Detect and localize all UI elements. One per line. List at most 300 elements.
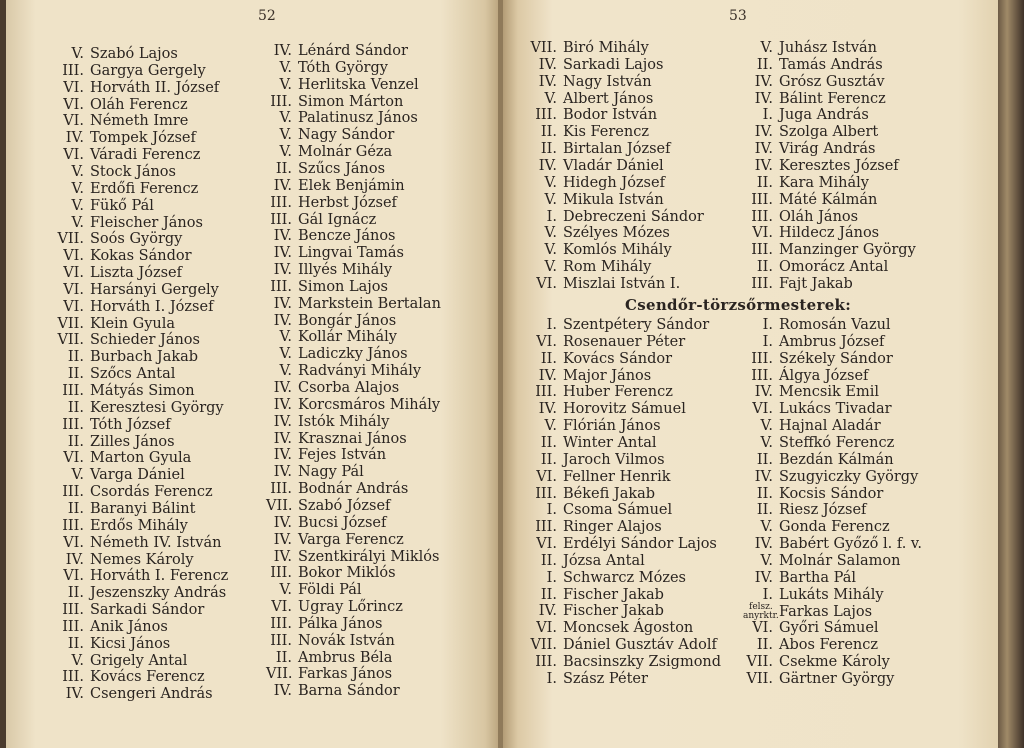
list-item [743, 637, 878, 653]
rank-note-top: felsz. [749, 602, 773, 613]
list-item [266, 363, 421, 379]
list-item [54, 602, 204, 618]
person-name: Winter Antal [563, 434, 657, 451]
rank-numeral: I. [546, 317, 557, 333]
person-name: Fejes István [298, 447, 387, 464]
rank-numeral: II. [540, 434, 557, 451]
list-item [266, 633, 395, 649]
rank-numeral: IV. [65, 551, 84, 568]
list-item [743, 486, 883, 502]
person-name: Németh IV. István [90, 534, 222, 551]
person-name: Csekme Károly [779, 654, 890, 670]
list-item [743, 259, 888, 275]
person-name: Steffkó Ferencz [779, 434, 895, 451]
list-item [54, 434, 175, 450]
rank-numeral: III. [751, 208, 773, 225]
list-item [505, 276, 680, 292]
list-item [54, 63, 206, 79]
person-name: Szélyes Mózes [563, 225, 670, 242]
list-item [505, 175, 665, 191]
rank-numeral: IV. [273, 295, 292, 312]
person-name: Mátyás Simon [90, 383, 195, 399]
person-name: Horváth I. József [90, 298, 214, 315]
person-name: Horváth I. Ferencz [90, 568, 229, 585]
rank-numeral: II. [756, 502, 773, 519]
rank-numeral: V. [71, 467, 84, 484]
person-name: Erdélyi Sándor Lajos [563, 536, 717, 553]
person-name: Bencze János [298, 228, 396, 245]
list-item [54, 518, 188, 534]
list-item [54, 349, 198, 365]
list-item [505, 452, 665, 468]
list-item [743, 40, 877, 56]
rank-numeral: II. [756, 485, 773, 502]
list-item [743, 502, 866, 518]
list-item [54, 332, 200, 348]
rank-numeral: IV. [273, 262, 292, 279]
rank-numeral: II. [67, 635, 84, 652]
list-item [54, 686, 213, 702]
person-name: Ambrus Béla [298, 649, 393, 666]
rank-numeral: VI. [63, 534, 84, 551]
person-name: Sarkadi Sándor [90, 602, 205, 619]
rank-numeral: VI. [63, 281, 84, 298]
list-item [266, 313, 396, 329]
list-item [743, 317, 891, 333]
list-item [505, 107, 657, 123]
list-item [54, 568, 228, 584]
person-name: Herbst József [298, 194, 397, 211]
list-item [54, 619, 168, 635]
person-name: Váradi Ferencz [90, 147, 201, 164]
rank-numeral: II. [756, 451, 773, 468]
rank-numeral: V. [760, 552, 773, 569]
person-name: Major János [563, 367, 652, 384]
rank-numeral: IV. [273, 413, 292, 430]
person-name: Kicsi János [90, 635, 171, 652]
person-name: Lukáts Mihály [779, 586, 884, 603]
person-name: Dániel Gusztáv Adolf [563, 637, 717, 654]
rank-numeral: IV. [754, 536, 773, 553]
list-item [505, 401, 686, 417]
rank-numeral: V. [544, 259, 557, 276]
rank-numeral: IV. [754, 569, 773, 586]
person-name: Németh Imre [90, 113, 189, 130]
person-name: Baranyi Bálint [90, 500, 196, 517]
person-name: Horváth II. József [90, 79, 220, 96]
rank-numeral: III. [270, 565, 292, 582]
rank-numeral [743, 602, 779, 622]
list-item [266, 195, 397, 211]
rank-numeral: VI. [752, 225, 773, 242]
list-item [505, 40, 649, 56]
rank-numeral: I. [762, 107, 773, 124]
rank-numeral: III. [62, 618, 84, 635]
rank-numeral: III. [62, 669, 84, 686]
person-name: Hildecz János [779, 225, 880, 242]
rank-numeral: VII. [530, 637, 557, 654]
rank-numeral: VI. [63, 96, 84, 113]
list-item [54, 366, 175, 382]
person-name: Farkas János [298, 666, 393, 683]
person-name: Huber Ferencz [563, 384, 673, 401]
list-item [54, 164, 176, 180]
rank-numeral: II. [275, 160, 292, 177]
rank-numeral: VI. [63, 147, 84, 164]
list-item [505, 192, 664, 208]
list-item [505, 384, 673, 400]
person-name: Marton Gyula [90, 450, 192, 467]
rank-numeral: VII. [266, 666, 293, 683]
person-name: Abos Ferencz [779, 637, 878, 654]
rank-numeral: V. [71, 163, 84, 180]
list-item [266, 329, 397, 345]
list-item [54, 585, 226, 601]
list-item [54, 417, 171, 433]
person-name: Szőcs Antal [90, 366, 176, 383]
person-name: Erdős Mihály [90, 517, 188, 534]
rank-numeral: IV. [538, 73, 557, 90]
list-item [505, 418, 661, 434]
person-name: Elek Benjámin [298, 177, 405, 194]
list-item [266, 144, 392, 160]
person-name: Jaroch Vilmos [563, 451, 665, 468]
list-item [505, 435, 657, 451]
person-name: Varga Dániel [90, 467, 185, 484]
person-name: Keresztes József [779, 157, 899, 174]
rank-numeral: II. [67, 349, 84, 366]
rank-numeral: III. [62, 484, 84, 501]
list-item [743, 384, 879, 400]
rank-numeral: V. [279, 76, 292, 93]
list-item [505, 502, 672, 518]
rank-numeral: V. [760, 434, 773, 451]
rank-numeral: III. [270, 615, 292, 632]
list-item [54, 181, 198, 197]
rank-numeral: II. [67, 399, 84, 416]
person-name: Kovács Sándor [563, 350, 673, 367]
rank-numeral: IV. [754, 468, 773, 485]
list-item [505, 242, 672, 258]
person-name: Lingvai Tamás [298, 245, 404, 262]
list-item [266, 43, 408, 59]
person-name: Barna Sándor [298, 683, 400, 700]
person-name: Markstein Bertalan [298, 295, 441, 312]
person-name: Szolga Albert [779, 124, 879, 141]
rank-note [743, 603, 779, 621]
person-name: Földi Pál [298, 582, 362, 599]
rank-numeral: IV. [754, 384, 773, 401]
list-item [266, 532, 404, 548]
person-name: Csorba Alajos [298, 380, 400, 396]
person-name: Gargya Gergely [90, 62, 206, 79]
rank-numeral: VII. [266, 497, 293, 514]
list-item [266, 683, 400, 699]
person-name: Bartha Pál [779, 569, 857, 586]
person-name: Omorácz Antal [779, 259, 889, 276]
person-name: Nemes Károly [90, 551, 194, 568]
rank-numeral: V. [71, 197, 84, 214]
list-item [266, 582, 362, 598]
list-item [743, 124, 878, 140]
list-item [266, 212, 376, 228]
rank-numeral: III. [270, 194, 292, 211]
person-name: Erdőfi Ferencz [90, 180, 199, 197]
rank-numeral: II. [756, 637, 773, 654]
rank-numeral: II. [67, 585, 84, 602]
rank-numeral: VI. [63, 265, 84, 282]
rank-numeral: V. [279, 329, 292, 346]
rank-numeral: V. [760, 519, 773, 536]
person-name: Stock János [90, 163, 176, 180]
person-name: Rosenauer Péter [563, 333, 686, 350]
rank-numeral: V. [71, 652, 84, 669]
list-item [54, 316, 175, 332]
person-name: Radványi Mihály [298, 363, 422, 380]
rank-numeral: III. [751, 191, 773, 208]
rank-numeral: V. [544, 174, 557, 191]
person-name: Grigely Antal [90, 652, 188, 669]
list-item [743, 418, 881, 434]
rank-numeral: VII. [57, 231, 84, 248]
person-name: Sarkadi Lajos [563, 56, 664, 73]
person-name: Tóth József [90, 416, 171, 433]
list-item [505, 620, 693, 636]
list-item [505, 57, 663, 73]
person-name: Bokor Miklós [298, 565, 396, 582]
rank-numeral: I. [546, 670, 557, 687]
list-item [505, 469, 671, 485]
person-name: Harsányi Gergely [90, 281, 219, 298]
list-item [266, 161, 385, 177]
rank-numeral: VI. [63, 113, 84, 130]
rank-numeral: VII. [530, 40, 557, 56]
right-page-number: 53 [729, 8, 747, 24]
list-item [54, 282, 219, 298]
person-name: Molnár Salamon [779, 552, 901, 569]
person-name: Józsa Antal [563, 552, 645, 569]
list-item [743, 435, 894, 451]
person-name: Szentkirályi Miklós [298, 548, 440, 565]
list-item [743, 57, 883, 73]
right-page [503, 0, 998, 748]
rank-numeral: II. [540, 552, 557, 569]
rank-numeral: I. [762, 586, 773, 603]
person-name: Horovitz Sámuel [563, 401, 686, 418]
person-name: Zilles János [90, 433, 175, 450]
left-page-number: 52 [258, 8, 276, 24]
rank-numeral: VII. [746, 654, 773, 670]
person-name: Fischer Jakab [563, 586, 664, 603]
rank-numeral: III. [62, 62, 84, 79]
person-name: Kokas Sándor [90, 248, 192, 265]
person-name: Simon Márton [298, 93, 404, 110]
person-name: Schwarcz Mózes [563, 569, 686, 586]
person-name: Ambrus József [779, 333, 885, 350]
person-name: Nagy István [563, 73, 652, 90]
person-name: Csordás Ferencz [90, 484, 213, 501]
list-item [505, 141, 671, 157]
person-name: Babért Győző l. f. v. [779, 536, 923, 553]
person-name: Biró Mihály [563, 40, 649, 56]
rank-numeral: IV. [273, 177, 292, 194]
list-item [743, 536, 922, 552]
rank-numeral: V. [544, 242, 557, 259]
rank-numeral: V. [544, 191, 557, 208]
list-item [266, 380, 399, 396]
list-item [54, 653, 187, 669]
person-name: Korcsmáros Mihály [298, 396, 441, 413]
person-name: Virág András [779, 141, 876, 158]
list-item [505, 368, 651, 384]
person-name: Istók Mihály [298, 413, 390, 430]
list-item [54, 400, 224, 416]
person-name: Máté Kálmán [779, 191, 878, 208]
list-item [54, 113, 188, 129]
list-item [743, 209, 858, 225]
list-item [743, 654, 890, 670]
rank-numeral: IV. [273, 514, 292, 531]
list-item [54, 198, 154, 214]
person-name: Anik János [90, 618, 168, 635]
rank-numeral: IV. [754, 73, 773, 90]
list-item [505, 317, 709, 333]
list-item [266, 414, 389, 430]
list-item [266, 296, 441, 312]
list-item [266, 431, 407, 447]
rank-numeral: III. [751, 367, 773, 384]
person-name: Liszta József [90, 265, 182, 282]
person-name: Ringer Alajos [563, 519, 662, 536]
list-item [743, 620, 879, 636]
rank-numeral: VI. [63, 298, 84, 315]
list-item [505, 486, 655, 502]
person-name: Szabó Lajos [90, 46, 178, 62]
rank-numeral: VI. [63, 248, 84, 265]
list-item [266, 228, 396, 244]
list-item [743, 107, 869, 123]
list-item [505, 654, 721, 670]
rank-numeral: I. [762, 317, 773, 333]
person-name: Tompek József [90, 130, 196, 147]
rank-numeral: IV. [273, 228, 292, 245]
rank-numeral: IV. [273, 396, 292, 413]
person-name: Vladár Dániel [563, 157, 664, 174]
list-item [266, 616, 382, 632]
person-name: Szentpétery Sándor [563, 317, 710, 333]
list-item [54, 215, 203, 231]
person-name: Komlós Mihály [563, 242, 672, 259]
rank-numeral: III. [270, 278, 292, 295]
list-item [54, 46, 178, 62]
list-item [54, 484, 213, 500]
list-item [54, 231, 182, 247]
left-page [6, 0, 500, 748]
rank-numeral: V. [71, 46, 84, 62]
list-item [505, 225, 670, 241]
rank-numeral: IV. [273, 312, 292, 329]
list-item [54, 80, 219, 96]
person-name: Ugray Lőrincz [298, 599, 403, 616]
rank-numeral: III. [751, 275, 773, 292]
list-item [505, 570, 686, 586]
person-name: Bacsinszky Zsigmond [563, 654, 722, 670]
person-name: Bodor István [563, 107, 658, 124]
rank-numeral: VI. [536, 468, 557, 485]
list-item [743, 603, 872, 621]
rank-numeral: II. [756, 174, 773, 191]
rank-numeral: III. [535, 384, 557, 401]
rank-numeral: III. [535, 485, 557, 502]
person-name: Álgya József [779, 367, 869, 384]
person-name: Flórián János [563, 418, 661, 435]
list-item [266, 60, 388, 76]
list-item [743, 192, 877, 208]
person-name: Varga Ferencz [298, 531, 404, 548]
list-item [266, 599, 403, 615]
list-item [743, 452, 894, 468]
list-item [266, 666, 392, 682]
rank-numeral: IV. [273, 43, 292, 59]
rank-numeral: VI. [63, 450, 84, 467]
rank-numeral: V. [544, 418, 557, 435]
rank-numeral: III. [751, 242, 773, 259]
person-name: Pálka János [298, 615, 383, 632]
list-item [54, 501, 195, 517]
rank-numeral: III. [270, 211, 292, 228]
person-name: Juhász István [779, 40, 877, 56]
rank-numeral: IV. [273, 430, 292, 447]
list-item [743, 351, 893, 367]
list-item [266, 565, 396, 581]
rank-numeral: V. [544, 90, 557, 107]
rank-numeral: VI. [536, 275, 557, 292]
list-item [266, 464, 364, 480]
rank-numeral: IV. [538, 157, 557, 174]
person-name: Győri Sámuel [779, 620, 879, 637]
list-item [54, 552, 194, 568]
list-item [266, 178, 405, 194]
rank-numeral: II. [275, 649, 292, 666]
book-cover-edge [998, 0, 1024, 748]
rank-numeral: III. [535, 519, 557, 536]
list-item [743, 368, 868, 384]
person-name: Kocsis Sándor [779, 485, 884, 502]
list-item [54, 467, 185, 483]
person-name: Gál Ignácz [298, 211, 377, 228]
person-name: Molnár Géza [298, 144, 393, 161]
person-name: Albert János [563, 90, 654, 107]
rank-numeral: IV. [538, 603, 557, 620]
rank-numeral: II. [540, 586, 557, 603]
person-name: Simon Lajos [298, 278, 388, 295]
person-name: Szabó József [298, 497, 391, 514]
section-heading: Csendőr-törzsőrmesterek: [625, 296, 852, 314]
person-name: Fajt Jakab [779, 275, 853, 292]
rank-numeral: IV. [273, 380, 292, 396]
list-item [266, 127, 394, 143]
rank-numeral: V. [279, 59, 292, 76]
rank-numeral: IV. [273, 245, 292, 262]
list-item [266, 498, 390, 514]
list-item [266, 397, 440, 413]
rank-numeral: II. [67, 500, 84, 517]
list-item [266, 110, 418, 126]
person-name: Bucsi József [298, 514, 387, 531]
rank-numeral: V. [544, 225, 557, 242]
list-item [54, 669, 205, 685]
rank-numeral: III. [62, 416, 84, 433]
